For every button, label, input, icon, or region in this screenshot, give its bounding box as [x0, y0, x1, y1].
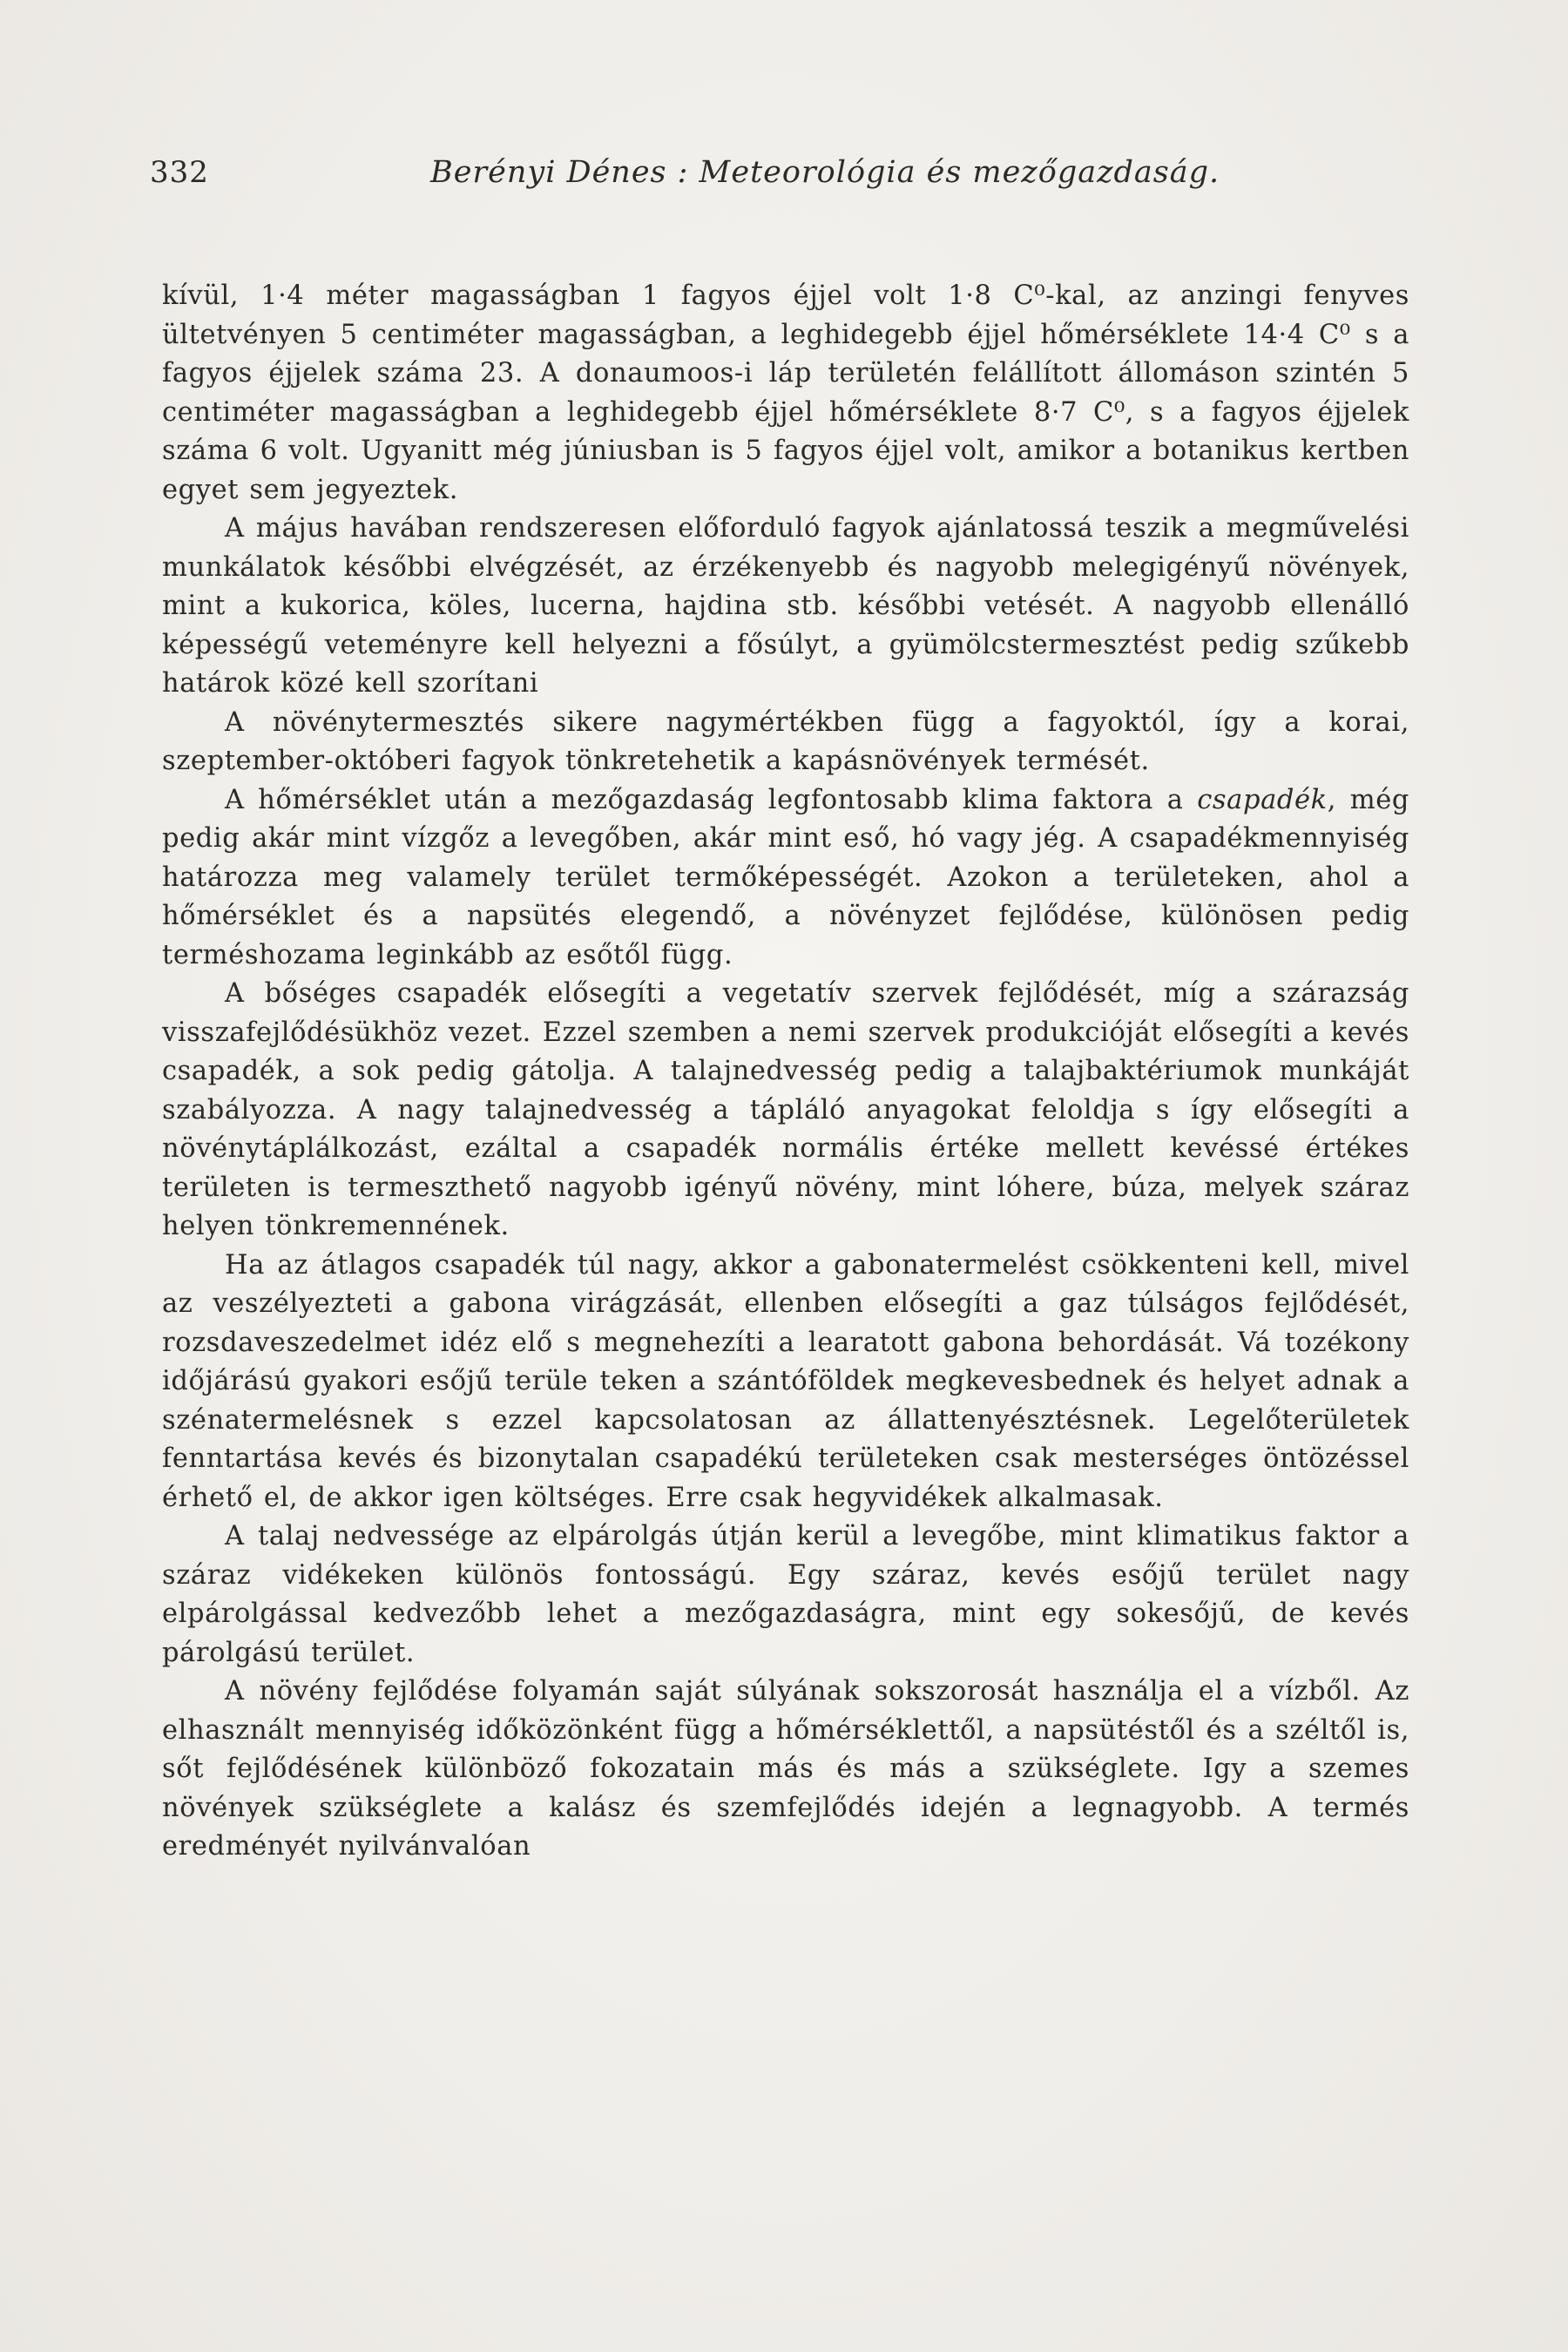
- paragraph: A május havában rendszeresen előforduló fagyok ajánlatossá teszik a megművelési munkálatok későbbi elvégzését, az érzékenyebb és nagyobb melegigényű növények, mint a kukorica, köles, lucerna, hajdina stb. későbbi vetését. A nagyobb ellenálló képességű veteményre kell helyezni a fősúlyt, a gyümölcstermesztést pedig szűkebb határok közé kell szorítani: [162, 513, 1409, 699]
- paragraph: A növény fejlődése folyamán saját súlyának sokszorosát használja el a vízből. Az elhasznált mennyiség időközönként függ a hőmérséklettől, a napsütéstől és a széltől is, sőt fejlődésének különböző fokozatain más és más a szükséglete. Igy a szemes növények szükséglete a kalász és szemfejlődés idején a legnagyobb. A termés eredményét nyilvánvalóan: [162, 1676, 1409, 1862]
- paragraph: A növénytermesztés sikere nagymértékben függ a fagyoktól, így a korai, szeptember-októberi fagyok tönkretehetik a kapásnövények termését.: [162, 706, 1409, 776]
- paragraph-text: , még pedig akár mint vízgőz a levegőben, akár mint eső, hó vagy jég. A csapadékmennyiség határozza meg valamely terület termőképességét. Azokon a területeken, ahol a hőmérséklet és a napsütés elegendő, a növényzet fejlődése, különösen pedig terméshozama leginkább az esőtől függ.: [162, 784, 1409, 970]
- paragraph: A bőséges csapadék elősegíti a vegetatív szervek fejlődését, míg a szárazság visszafejlődésükhöz vezet. Ezzel szemben a nemi szervek produkcióját elősegíti a kevés csapadék, a sok pedig gátolja. A talajnedvesség pedig a talajbaktériumok munkáját szabályozza. A nagy talajnedvesség a tápláló anyagokat feloldja s így elősegíti a növénytáplálkozást, ezáltal a csapadék normális értéke mellett kevéssé értékes területen is termeszthető nagyobb igényű növény, mint lóhere, búza, melyek száraz helyen tönkremennének.: [162, 978, 1409, 1241]
- paragraph: A talaj nedvessége az elpárolgás útján kerül a levegőbe, mint klimatikus faktor a száraz vidékeken különös fontosságú. Egy száraz, kevés esőjű terület nagy elpárolgással kedvezőbb lehet a mezőgazdaságra, mint egy sokesőjű, de kevés párolgású terület.: [162, 1521, 1409, 1668]
- body-text: [162, 277, 1409, 1867]
- paragraph: Ha az átlagos csapadék túl nagy, akkor a gabonatermelést csökkenteni kell, mivel az veszélyezteti a gabona virágzását, ellenben elősegíti a gaz túlságos fejlődését, rozsdaveszedelmet idéz elő s megnehezíti a learatott gabona behordását. Vá tozékony időjárású gyakori esőjű terüle teken a szántóföldek megkevesbednek és helyet adnak a szénatermelésnek s ezzel kapcsolatosan az állattenyésztésnek. Legelőterületek fenntartása kevés és bizonytalan csapadékú területeken csak mesterséges öntözéssel érhető el, de akkor igen költséges. Erre csak hegyvidékek alkalmasak.: [162, 1249, 1409, 1513]
- running-title: Berényi Dénes : Meteorológia és mezőgazdaság.: [430, 155, 1220, 190]
- paragraph: [162, 781, 1409, 976]
- page-number: 332: [150, 155, 209, 190]
- emphasized-term: csapadék: [1197, 784, 1328, 815]
- paragraph-text: A hőmérséklet után a mezőgazdaság legfontosabb klima faktora a: [225, 784, 1198, 815]
- paragraph: kívül, 1·4 méter magasságban 1 fagyos éjjel volt 1·8 C⁰-kal, az anzingi fenyves ültetvényen 5 centiméter magasságban, a leghidegebb éjjel hőmérséklete 14·4 C⁰ s a fagyos éjjelek száma 23. A donaumoos-i láp területén felállított állomáson szintén 5 centiméter magasságban a leghidegebb éjjel hőmérséklete 8·7 C⁰, s a fagyos éjjelek száma 6 volt. Ugyanitt még júniusban is 5 fagyos éjjel volt, amikor a botanikus kertben egyet sem jegyeztek.: [162, 280, 1409, 505]
- page-header: [150, 155, 1369, 199]
